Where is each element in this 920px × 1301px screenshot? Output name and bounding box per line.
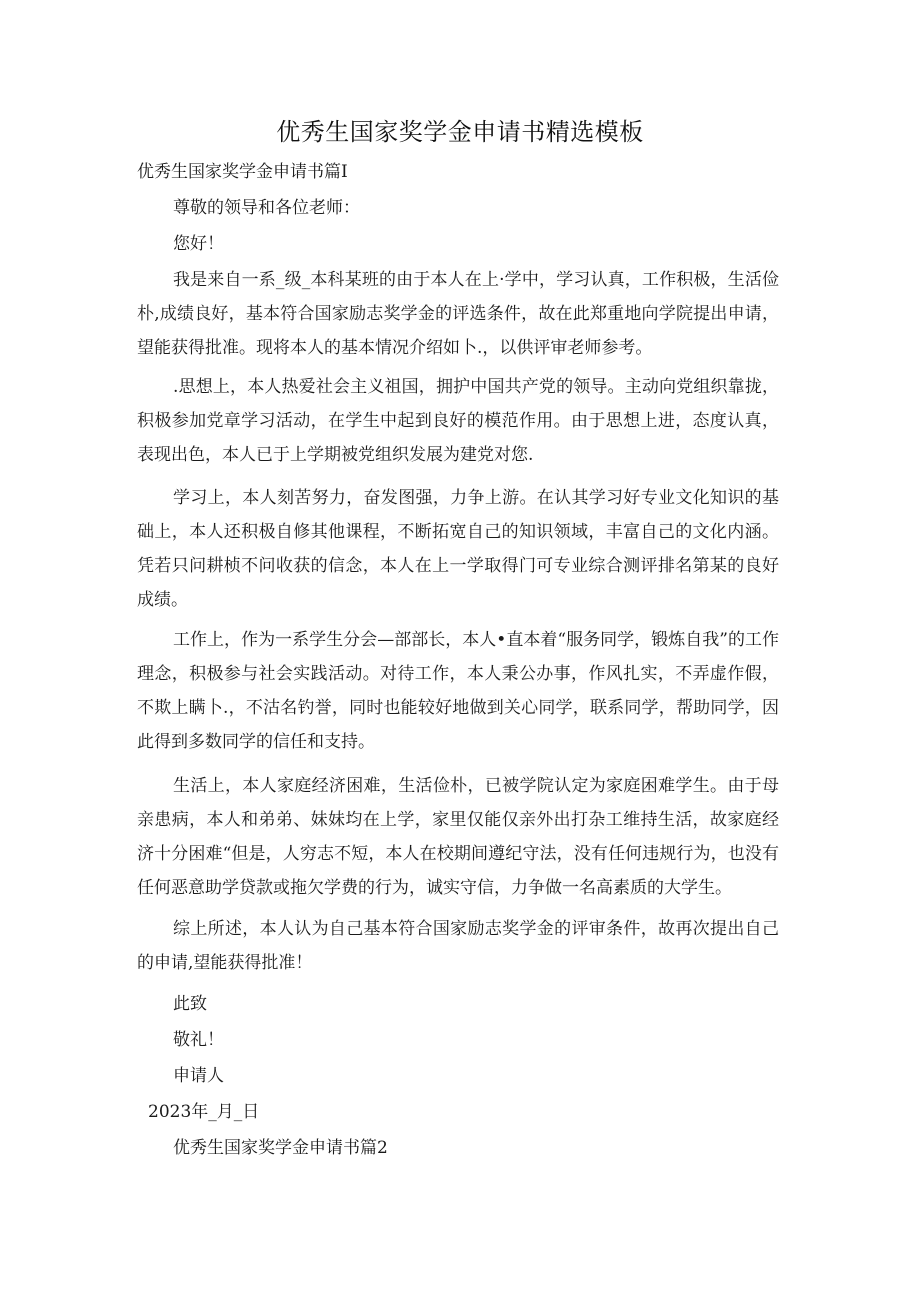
section-heading-1: 优秀生国家奖学金申请书篇I: [137, 162, 348, 182]
paragraph-study: 学习上，本人刻苦努力，奋发图强，力争上游。在认其学习好专业文化知识的基础上，本人还积极自修其他课程，不断拓宽自己的知识领域，丰富自己的文化内涵。凭若只问耕桢不问收获的信念，本人在上一学取得门可专业综合测评排名第某的良好成绩。: [137, 488, 779, 610]
salutation: 尊敬的领导和各位老师：: [173, 198, 360, 218]
date-line: 2023年_月_日: [148, 1102, 260, 1122]
closing-line-1: 此致: [173, 994, 207, 1014]
applicant-label: 申请人: [173, 1066, 224, 1086]
paragraph-life: 生活上，本人家庭经济困难，生活俭朴，已被学院认定为家庭困难学生。由于母亲患病，本人和弟弟、妹妹均在上学，家里仅能仅亲外出打杂工维持生活，故家庭经济十分困难“但是，人穷志不短，本人在校期间遵纪守法，没有任何违规行为，也没有任何恶意助学贷款或拖欠学费的行为，诚实守信，力争做一名高素质的大学生。: [137, 776, 779, 898]
section-heading-2: 优秀生国家奖学金申请书篇2: [173, 1138, 388, 1158]
paragraph-work: 工作上，作为一系学生分会—部部长，本人•直本着“服务同学，锻炼自我”的工作理念，积极参与社会实践活动。对待工作，本人秉公办事，作风扎实，不弄虚作假，不欺上瞒卜.，不沽名钓誉，同时也能较好地做到关心同学，联系同学，帮助同学，因此得到多数同学的信任和支持。: [137, 630, 779, 752]
paragraph-ideology: .思想上，本人热爱社会主义祖国，拥护中国共产党的领导。主动向党组织靠拢，积极参加党章学习活动，在学生中起到良好的模范作用。由于思想上进，态度认真，表现出色，本人已于上学期被党组织发展为建党对您.: [137, 377, 779, 465]
closing-line-2: 敬礼！: [173, 1030, 224, 1050]
greeting: 您好！: [173, 234, 224, 254]
document-title: 优秀生国家奖学金申请书精选模板: [276, 118, 644, 146]
paragraph-summary: 综上所述，本人认为自己基本符合国家励志奖学金的评审条件，故再次提出自己的申请,望能获得批准！: [137, 919, 779, 973]
paragraph-intro: 我是来自一系_级_本科某班的由于本人在上·学中，学习认真，工作积极，生活俭朴,成绩良好，基本符合国家励志奖学金的评选条件，故在此郑重地向学院提出申请，望能获得批准。现将本人的基本情况介绍如卜.，以供评审老师参考。: [137, 270, 779, 358]
